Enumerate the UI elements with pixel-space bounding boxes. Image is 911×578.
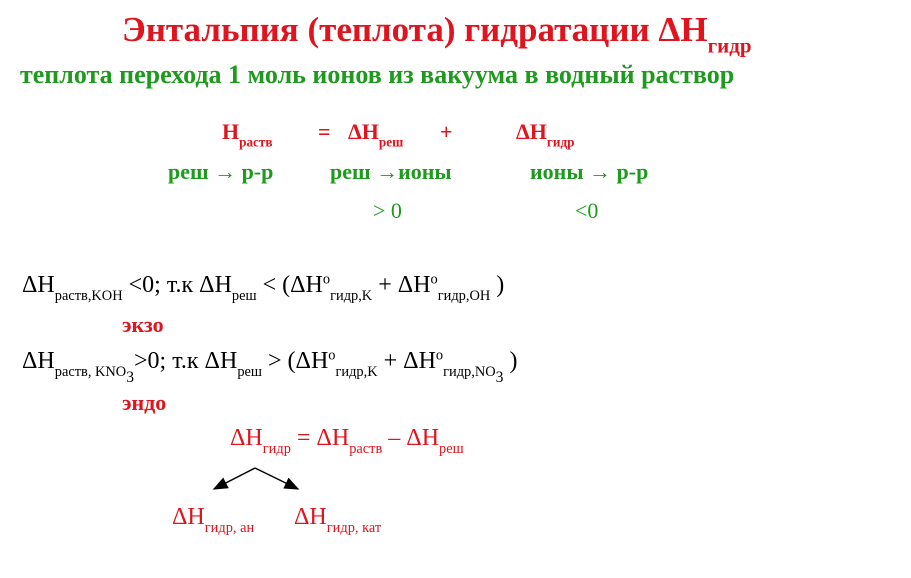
eq-dh-hydration-symbol: ΔH [516, 119, 547, 144]
hydration-cation [294, 504, 382, 536]
kno3-equation [22, 347, 518, 387]
hydration-formula [230, 425, 464, 457]
eq-dh-lattice [348, 119, 404, 150]
subtitle: теплота перехода 1 моль ионов из вакуума в водный раствор [20, 60, 735, 89]
kno3-hyd-no-sub: гидр,NO [443, 363, 496, 380]
step-ions-to-solution: ионы → р-р [530, 159, 649, 184]
kno3-std-mark-1: o [328, 347, 336, 364]
exo-label: экзо [122, 312, 164, 337]
formula-lattice-sub: реш [439, 440, 464, 457]
kno3-dh-sub-index: 3 [126, 369, 134, 387]
formula-equals: = ΔH [290, 425, 350, 451]
eq-h-sub: раств [239, 134, 273, 150]
koh-plus: + ΔH [372, 272, 431, 298]
formula-dh-hydration-sub: гидр [262, 440, 291, 457]
formula-dissolution-sub: раств [349, 440, 383, 457]
koh-close: ) [490, 272, 505, 298]
kno3-hyd-k-sub: гидр,K [335, 363, 378, 380]
endo-label: эндо [122, 390, 167, 415]
arrow-left [214, 468, 255, 489]
kno3-dh-sub: раств, KNO [54, 363, 127, 380]
eq-equals: = [318, 119, 331, 144]
kno3-hyd-no-index: 3 [495, 369, 504, 387]
branch-arrows [200, 462, 320, 502]
arrow-right [255, 468, 298, 489]
koh-dh: ΔH [22, 272, 55, 298]
kno3-compare: > (ΔH [261, 348, 329, 374]
koh-dh-sub: раств,KOH [54, 287, 123, 304]
eq-dh-lattice-symbol: ΔH [348, 119, 379, 144]
title-text: Энтальпия (теплота) гидратации ΔH [122, 10, 708, 49]
sign-lattice: > 0 [373, 198, 402, 223]
cation-dh: ΔH [294, 504, 327, 530]
kno3-lattice-sub: реш [237, 363, 262, 380]
eq-dh-hydration-sub: гидр [546, 134, 575, 150]
koh-std-mark-1: o [322, 271, 331, 288]
eq-dh-lattice-sub: реш [378, 134, 404, 150]
eq-h [222, 119, 273, 150]
koh-condition: <0; т.к ΔH [122, 272, 232, 298]
koh-lattice-sub: реш [231, 287, 257, 304]
anion-dh-sub: гидр, ан [204, 519, 255, 536]
step-lattice-to-solution: реш → р-р [168, 159, 274, 184]
kno3-dh: ΔH [22, 348, 55, 374]
formula-minus: – ΔH [382, 425, 440, 451]
kno3-close: ) [503, 348, 518, 374]
anion-dh: ΔH [172, 504, 205, 530]
hydration-anion [172, 504, 255, 536]
formula-dh-hydration: ΔH [230, 425, 263, 451]
eq-h-symbol: H [222, 119, 240, 144]
title-subscript: гидр [707, 33, 752, 58]
eq-plus: + [440, 119, 453, 144]
sign-hydration: <0 [575, 198, 599, 223]
koh-compare: < (ΔH [256, 272, 323, 298]
kno3-std-mark-2: o [435, 347, 444, 364]
koh-hyd-oh-sub: гидр,OH [437, 287, 491, 304]
eq-dh-hydration [516, 119, 575, 150]
kno3-plus: + ΔH [377, 348, 436, 374]
koh-hyd-k-sub: гидр,K [330, 287, 373, 304]
step-lattice-to-ions: реш →ионы [330, 159, 452, 184]
koh-equation [22, 271, 505, 304]
cation-dh-sub: гидр, кат [326, 519, 382, 536]
kno3-condition: >0; т.к ΔH [134, 348, 238, 374]
koh-std-mark-2: o [430, 271, 438, 288]
page-title [122, 10, 752, 58]
